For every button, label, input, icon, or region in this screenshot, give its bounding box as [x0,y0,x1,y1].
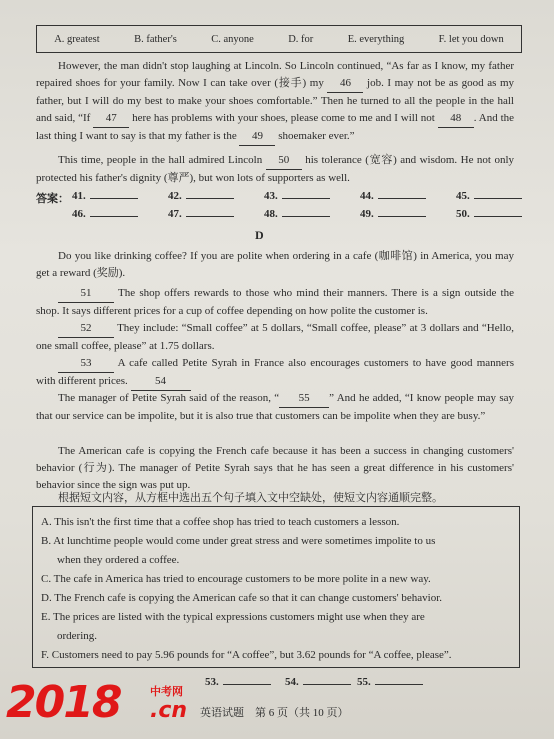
answer-54: 54. [285,676,357,688]
paragraph-lincoln-1 [36,58,514,146]
blank-50: 50 [266,152,302,170]
text: job. I may not be as good as my father, but I will do my best to make your shoes comfortable.” Then he turned to all the people in the hall and said, “If [36,77,515,124]
choices-box [32,506,520,668]
blank-49: 49 [239,128,275,146]
choice-b: B. At lunchtime people would come under great stress and were sometimes impolite to us [41,535,436,547]
choice-d: D. The French cafe is copying the American cafe so that it can change customers' behavior. [41,592,442,604]
blank-54: 54 [131,373,191,391]
choice-e-cont: ordering. [57,630,98,642]
answer-50: 50. [456,208,526,220]
answer-42: 42. [168,190,264,206]
answer-41: 41. [72,190,168,206]
paragraph-d-5 [36,390,514,425]
choice-a: A. This isn't the first time that a coffee shop has tried to teach customers a lesson. [41,516,400,528]
answer-48: 48. [264,208,360,220]
site-logo-suffix: .cn [150,698,188,723]
paragraph-d-1: Do you like drinking coffee? If you are polite when ordering in a cafe (咖啡馆) in America, you may get a reward (奖励). [36,250,514,279]
choice-b-cont: when they ordered a coffee. [57,554,180,566]
answer-46: 46. [72,208,168,220]
site-logo: 2018 [6,677,121,728]
text: They include: “Small coffee” at 5 dollars, “Small coffee, please” at 3 dollars and “Hello, one small coffee, please” at 1.75 dollars. [36,322,514,352]
blank-52: 52 [58,320,114,338]
answer-47: 47. [168,208,264,220]
blank-53: 53 [58,355,114,373]
option-b: B. father's [134,33,177,45]
paragraph-d-2 [36,285,514,320]
blank-51: 51 [58,285,114,303]
paragraph-d-6: The American cafe is copying the French cafe because it has been a success in changing customers' behavior (行为). The manager of Petite Syrah says that he has seen a great difference in his customers' behavior since the sign was put up. [36,445,514,491]
text: A cafe called Petite Syrah in France also encourages customers to have good manners with different prices. [36,357,514,387]
paragraph-d-3 [36,320,514,355]
text: shoemaker ever.” [278,130,355,142]
text: The shop offers rewards to those who mind their manners. There is a sign outside the shop. It says different prices for a cup of coffee depending on how polite the customer is. [36,287,514,317]
text: his tolerance (宽容) and wisdom. He not only protected his father's dignity (尊严), but won lots of supporters as well. [36,154,515,184]
answer-43: 43. [264,190,360,206]
answer-44: 44. [360,190,456,206]
section-title-d: D [255,228,264,242]
answer-45: 45. [456,190,526,206]
option-a: A. greatest [54,33,100,45]
blank-55: 55 [279,390,329,408]
blank-47: 47 [93,110,129,128]
choice-e: E. The prices are listed with the typical expressions customers might use when they are [41,611,425,623]
page-info: 英语试题 第 6 页（共 10 页） [200,707,349,719]
site-logo-sub: 中考网 [150,685,183,698]
instruction: 根据短文内容，从方框中选出五个句子填入文中空缺处，使短文内容通顺完整。 [58,492,443,504]
option-c: C. anyone [211,33,254,45]
paragraph-lincoln-2 [36,152,514,187]
answer-row-3 [205,676,437,688]
option-f: F. let you down [438,33,504,45]
option-e: E. everything [347,33,405,45]
text: ” And he added, “I know people may say that our service can be impolite, but it is also true that customers can be impolite when they are busy.” [36,392,514,422]
answer-row-2 [72,208,526,220]
paragraph-d-4 [36,355,514,391]
text: here has problems with your shoes, please come to me and I will not [132,112,435,124]
text: However, the man didn't stop laughing at Lincoln. So Lincoln continued, “As far as I know, my father repaired shoes for your family. Now I can take over (接手) my [36,60,514,89]
text: This time, people in the hall admired Lincoln [58,154,263,166]
text: . And the last thing I want to say is that my father is the [36,112,515,142]
blank-46: 46 [327,75,363,93]
answer-label: 答案： [36,193,69,205]
choice-c: C. The cafe in America has tried to encourage customers to be more polite in a new way. [41,573,431,585]
choice-f: F. Customers need to pay 5.96 pounds for “A coffee”, but 3.62 pounds for “A coffee, please”. [41,649,452,661]
answer-49: 49. [360,208,456,220]
answer-53: 53. [205,676,285,688]
word-options-box [36,25,522,53]
answer-55: 55. [357,676,437,688]
answer-row-1 [36,190,526,206]
option-d: D. for [288,33,314,45]
blank-48: 48 [438,110,474,128]
text: The manager of Petite Syrah said of the reason, “ [58,392,280,404]
